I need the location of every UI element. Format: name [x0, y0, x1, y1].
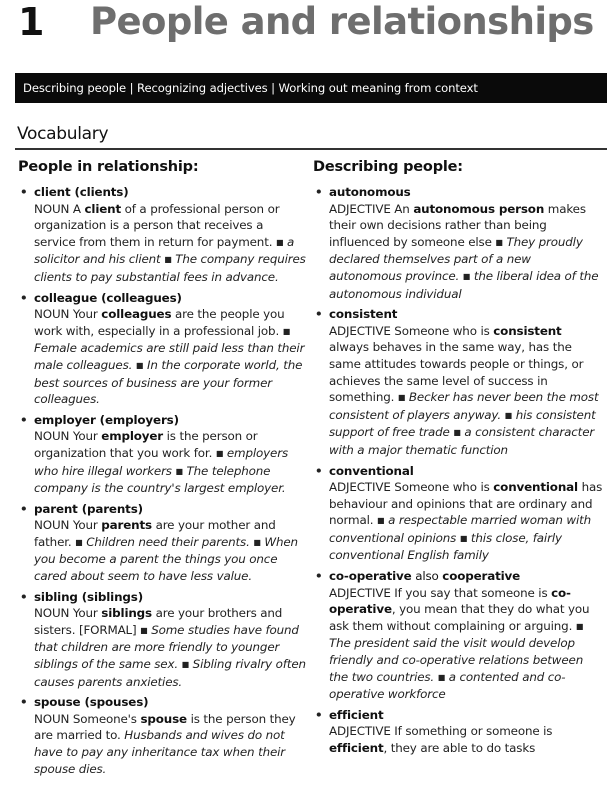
- definition: [34, 712, 296, 776]
- vocabulary-entry: [313, 568, 603, 703]
- vocabulary-entry: [18, 694, 308, 777]
- definition-text: NOUN Your: [34, 429, 102, 444]
- example-sentence: Husbands and wives do not have to pay any inheritance tax when their spouse dies.: [34, 728, 286, 776]
- column-describing-people: [313, 158, 603, 761]
- definition-text: always behaves in the same way, has the same attitudes towards people or things, or achieves the same level of success in something.: [329, 340, 584, 405]
- bullet-icon: •: [20, 185, 28, 199]
- bullet-icon: •: [315, 707, 323, 722]
- definition-text: , they are able to do tasks: [383, 741, 536, 755]
- section-title: Vocabulary: [17, 124, 109, 144]
- definition-keyword: parents: [101, 518, 152, 533]
- example-separator-icon: ■: [175, 466, 183, 476]
- example-separator-icon: ■: [575, 621, 584, 631]
- column-heading: People in relationship:: [18, 159, 199, 175]
- example-separator-icon: ■: [377, 516, 385, 526]
- headword-text: spouse (spouses): [34, 695, 149, 710]
- column-people-in-relationship: [18, 158, 308, 781]
- example-separator-icon: ■: [495, 237, 503, 247]
- definition-keyword: colleagues: [101, 307, 172, 322]
- definition-text: NOUN Someone's: [34, 711, 141, 726]
- vocabulary-entry: [313, 707, 603, 757]
- section-divider: [15, 148, 607, 150]
- vocabulary-entry: [18, 412, 308, 497]
- headword-text: conventional: [329, 463, 414, 478]
- vocabulary-entry: [313, 463, 603, 565]
- example-separator-icon: ■: [275, 237, 284, 247]
- definition-text: are your brothers and sisters. [FORMAL]: [34, 606, 283, 637]
- bullet-icon: •: [315, 463, 323, 478]
- example-separator-icon: ■: [459, 533, 468, 543]
- definition-text: of a professional person or organization is a person that receives a service from them in return for payment.: [34, 201, 280, 249]
- definition-keyword: consistent: [493, 323, 562, 338]
- entry-list: [313, 184, 603, 757]
- headword: [34, 501, 308, 518]
- example-sentence: Children need their parents.: [82, 534, 254, 549]
- definition-text: NOUN Your: [34, 606, 102, 621]
- headword-alternate: cooperative: [442, 569, 521, 584]
- example-sentence: Sibling rivalry often causes parents anxieties.: [34, 657, 306, 689]
- bullet-icon: •: [315, 569, 323, 584]
- definition-text: are the people you work with, especially in a professional job.: [34, 307, 285, 338]
- definition-keyword: conventional: [493, 480, 578, 495]
- definition-text: ADJECTIVE If you say that someone is: [329, 585, 552, 600]
- example-sentence: The company requires clients to pay substantial fees in advance.: [34, 252, 306, 284]
- vocabulary-entry: [18, 184, 308, 286]
- headword-text: efficient: [329, 707, 384, 722]
- example-sentence: this close, fairly conventional English family: [329, 530, 562, 563]
- definition: [34, 429, 288, 495]
- example-sentence: Female academics are still paid less than their male colleagues.: [34, 341, 305, 372]
- definition-keyword: siblings: [101, 606, 152, 621]
- example-sentence: Becker has never been the most consistent of players anyway.: [329, 390, 599, 422]
- bullet-icon: •: [20, 412, 28, 427]
- example-sentence: a contented and co-operative workforce: [329, 669, 566, 702]
- example-separator-icon: ■: [215, 448, 224, 458]
- bullet-icon: •: [315, 307, 323, 322]
- headword-text: autonomous: [329, 185, 411, 199]
- definition-keyword: co-operative: [329, 585, 571, 617]
- definition: [329, 480, 602, 562]
- definition: [34, 606, 306, 688]
- definition-text: ADJECTIVE An: [329, 201, 414, 216]
- bullet-icon: •: [315, 185, 323, 199]
- definition-text: ADJECTIVE Someone who is: [329, 480, 494, 495]
- definition-text: NOUN A: [34, 201, 85, 216]
- example-separator-icon: ■: [397, 393, 406, 403]
- vocabulary-entry: [313, 306, 603, 458]
- vocabulary-entry: [313, 184, 603, 302]
- definition-keyword: efficient: [329, 741, 384, 755]
- column-heading: Describing people:: [313, 159, 463, 175]
- headword-text: co-operative: [329, 569, 412, 584]
- definition-keyword: employer: [101, 429, 163, 444]
- example-sentence: a consistent character with a major thematic function: [329, 425, 595, 457]
- headword-also: also: [411, 569, 443, 584]
- definition-text: has behaviour and opinions that are ordinary and normal.: [329, 480, 603, 528]
- headword: [329, 463, 603, 480]
- topics-banner: Describing people | Recognizing adjectives | Working out meaning from context: [15, 73, 607, 103]
- definition: [34, 202, 306, 284]
- headword: [329, 184, 603, 201]
- example-sentence: the liberal idea of the autonomous individual: [329, 268, 599, 301]
- example-sentence: The president said the visit would develop friendly and co-operative relations between the two countries.: [329, 636, 584, 684]
- definition: [34, 518, 298, 583]
- example-separator-icon: ■: [453, 428, 461, 438]
- headword: [34, 412, 308, 429]
- chapter-title: People and relationships: [90, 0, 594, 43]
- example-separator-icon: ■: [75, 537, 83, 547]
- definition: [329, 324, 598, 457]
- definition: [329, 586, 589, 702]
- definition-text: ADJECTIVE If something or someone is: [329, 724, 553, 739]
- example-sentence: his consistent support of free trade: [329, 407, 596, 440]
- example-sentence: They proudly declared themselves part of a new autonomous province.: [329, 234, 583, 283]
- chapter-number: 1: [18, 0, 44, 44]
- example-sentence: a respectable married woman with conventional opinions: [329, 513, 592, 545]
- headword-text: colleague (colleagues): [34, 290, 182, 305]
- headword-text: sibling (siblings): [34, 589, 143, 604]
- bullet-icon: •: [20, 501, 28, 516]
- definition: [329, 202, 598, 301]
- headword: [329, 707, 603, 724]
- example-sentence: employers who hire illegal workers: [34, 445, 289, 478]
- headword-text: parent (parents): [34, 501, 143, 516]
- definition-keyword: spouse: [140, 711, 187, 726]
- vocabulary-entry: [18, 501, 308, 585]
- definition-text: NOUN Your: [34, 307, 102, 322]
- example-sentence: When you become a parent the things you once cared about seem to have less value.: [34, 534, 298, 584]
- vocabulary-entry: [18, 589, 308, 691]
- headword: [34, 184, 308, 201]
- bullet-icon: •: [20, 695, 28, 710]
- definition-text: ADJECTIVE Someone who is: [329, 323, 494, 338]
- example-separator-icon: ■: [462, 271, 471, 281]
- example-sentence: In the corporate world, the best sources of business are your former colleagues.: [34, 357, 303, 407]
- bullet-icon: •: [20, 589, 28, 604]
- definition-text: are your mother and father.: [34, 518, 276, 549]
- bullet-icon: •: [20, 290, 28, 305]
- definition: [329, 724, 552, 755]
- definition-text: NOUN Your: [34, 518, 102, 533]
- headword: [34, 589, 308, 606]
- example-separator-icon: ■: [140, 625, 148, 635]
- example-separator-icon: ■: [135, 360, 144, 370]
- headword: [329, 568, 603, 585]
- example-sentence: The telephone company is the country's largest employer.: [34, 463, 286, 496]
- headword: [34, 694, 308, 711]
- example-sentence: a solicitor and his client: [34, 234, 295, 267]
- definition-keyword: autonomous person: [413, 201, 545, 216]
- example-separator-icon: ■: [253, 537, 261, 547]
- example-separator-icon: ■: [282, 326, 291, 336]
- definition-text: makes their own decisions rather than being influenced by someone else: [329, 201, 586, 249]
- headword-text: employer (employers): [34, 412, 179, 427]
- headword-text: client (clients): [34, 185, 129, 199]
- example-sentence: Some studies have found that children are more friendly to younger siblings of the same sex.: [34, 622, 299, 672]
- example-separator-icon: ■: [164, 255, 172, 265]
- headword: [34, 290, 308, 307]
- headword-text: consistent: [329, 307, 398, 322]
- vocabulary-entry: [18, 290, 308, 408]
- headword: [329, 306, 603, 323]
- example-separator-icon: ■: [504, 410, 513, 420]
- definition: [34, 307, 304, 406]
- definition-text: , you mean that they do what you ask them without complaining or arguing.: [329, 602, 590, 633]
- definition-keyword: client: [84, 201, 122, 216]
- example-separator-icon: ■: [181, 660, 190, 670]
- entry-list: [18, 184, 308, 777]
- example-separator-icon: ■: [437, 672, 446, 682]
- definition-text: is the person or organization that you work for.: [34, 429, 258, 460]
- definition-text: is the person they are married to.: [34, 711, 296, 743]
